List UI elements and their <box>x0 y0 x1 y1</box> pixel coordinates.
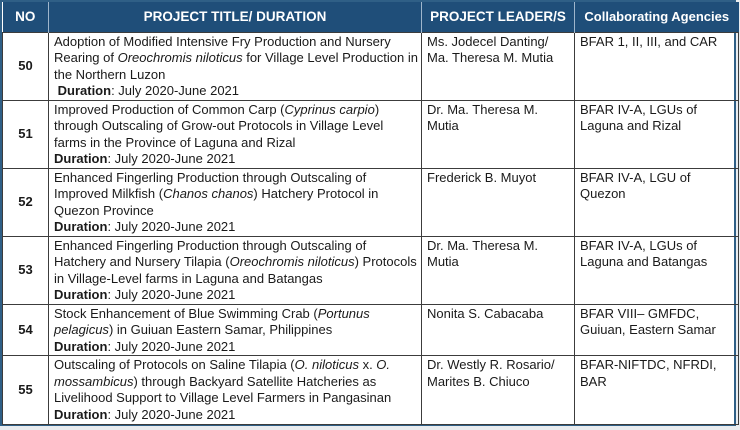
title-segment: ) Hatchery Protocol in Quezon Province <box>54 186 379 218</box>
table-row <box>3 168 739 236</box>
title-segment: Enhanced Fingerling Production through Outscaling of Hatchery and Nursery Tilapia ( <box>54 237 367 269</box>
title-segment: Adoption of Modified Intensive Fry Production and Nursery Rearing of <box>54 33 391 65</box>
header-project-title: PROJECT TITLE/ DURATION <box>49 2 422 32</box>
title-segment: for Village Level Production in the Northern Luzon <box>54 50 418 82</box>
project-leader: Dr. Ma. Theresa M. Mutia <box>422 100 575 168</box>
header-project-leader: PROJECT LEADER/S <box>422 2 575 32</box>
duration-value: : July 2020-June 2021 <box>107 406 236 422</box>
project-title <box>54 306 370 338</box>
duration-value: : July 2020-June 2021 <box>107 287 236 302</box>
duration-label: Duration <box>54 151 108 166</box>
table-row <box>3 356 739 425</box>
duration-label: Duration <box>57 83 112 98</box>
collaborating-agencies: BFAR-NIFTDC, NFRDI, BAR <box>575 356 739 425</box>
title-segment: Improved Production of Common Carp ( <box>54 101 285 117</box>
collaborating-agencies: BFAR IV-A, LGUs of Laguna and Rizal <box>575 100 739 168</box>
project-title-cell <box>49 100 422 168</box>
header-row <box>3 2 739 32</box>
project-leader: Ms. Jodecel Danting/ Ma. Theresa M. Mutia <box>422 32 575 100</box>
title-segment-italic: O. mossambicus <box>54 357 391 389</box>
title-segment-italic: Oreochromis niloticus <box>229 254 355 269</box>
table-row <box>3 32 739 100</box>
duration-label: Duration <box>54 287 108 302</box>
project-title-cell <box>49 304 422 356</box>
table-row <box>3 236 739 304</box>
title-segment-italic: Cyprinus carpio <box>284 101 375 117</box>
header-collaborating-agencies: Collaborating Agencies <box>575 2 739 32</box>
title-segment: ) Protocols in Village-Level farms in Laguna and Batangas <box>54 254 417 286</box>
title-segment: Outscaling of Protocols on Saline Tilapia ( <box>54 357 295 372</box>
collaborating-agencies: BFAR 1, II, III, and CAR <box>575 32 739 100</box>
project-leader: Nonita S. Cabacaba <box>422 304 575 356</box>
table-body <box>3 32 739 425</box>
table-row <box>3 100 739 168</box>
project-leader: Dr. Westly R. Rosario/ Marites B. Chiuco <box>422 356 575 425</box>
title-segment-italic: O. niloticus <box>294 357 359 372</box>
projects-table <box>2 2 739 425</box>
project-title <box>54 170 378 218</box>
title-segment: ) in Guiuan Eastern Samar, Philippines <box>108 322 333 337</box>
title-segment: ) through Backyard Satellite Hatcheries as Livelihood Support to Village Level Farmers in Pangasinan <box>54 373 392 405</box>
project-title-cell <box>49 32 422 100</box>
row-number: 52 <box>3 168 49 236</box>
project-title-cell <box>49 236 422 304</box>
title-segment: Stock Enhancement of Blue Swimming Crab ( <box>54 305 318 321</box>
title-segment: x. <box>358 357 377 372</box>
project-title-cell <box>49 356 422 425</box>
table-header <box>3 2 739 32</box>
title-segment: ) through Outscaling of Grow-out Protocols in Village Level farms in the Province of Laguna and Rizal <box>54 101 384 150</box>
duration-value: : July 2020-June 2021 <box>107 219 236 234</box>
duration-label: Duration <box>54 406 108 422</box>
project-title <box>54 34 418 82</box>
row-number: 50 <box>3 32 49 100</box>
project-leader: Frederick B. Muyot <box>422 168 575 236</box>
duration-label: Duration <box>54 219 108 234</box>
row-number: 51 <box>3 100 49 168</box>
collaborating-agencies: BFAR VIII– GMFDC, Guiuan, Eastern Samar <box>575 304 739 356</box>
header-no: NO <box>3 2 49 32</box>
title-segment: Enhanced Fingerling Production through Outscaling of Improved Milkfish ( <box>54 169 367 201</box>
title-segment-italic: Chanos chanos <box>163 186 254 201</box>
project-leader: Dr. Ma. Theresa M. Mutia <box>422 236 575 304</box>
collaborating-agencies: BFAR IV-A, LGUs of Laguna and Batangas <box>575 236 739 304</box>
row-number: 53 <box>3 236 49 304</box>
project-title-cell <box>49 168 422 236</box>
row-number: 54 <box>3 304 49 356</box>
project-title <box>54 357 391 405</box>
project-title <box>54 102 383 150</box>
title-segment-italic: Portunus pelagicus <box>54 305 370 337</box>
duration-label: Duration <box>54 338 108 354</box>
table-row <box>3 304 739 356</box>
title-segment-italic: Oreochromis niloticus <box>117 50 243 65</box>
project-title <box>54 238 417 286</box>
duration-value: : July 2020-June 2021 <box>111 83 240 98</box>
duration-value: : July 2020-June 2021 <box>107 338 236 354</box>
row-number: 55 <box>3 356 49 425</box>
duration-value: : July 2020-June 2021 <box>107 151 236 166</box>
collaborating-agencies: BFAR IV-A, LGU of Quezon <box>575 168 739 236</box>
